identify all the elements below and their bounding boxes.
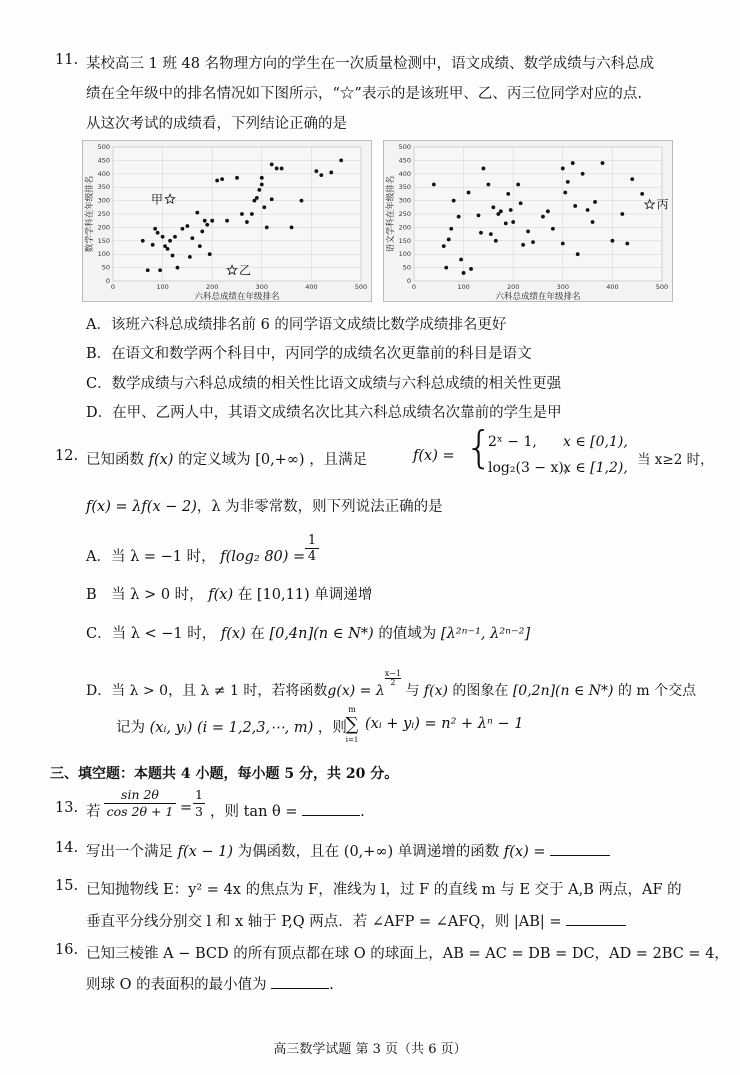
q12-opt-c-interval: [0,4n](n ∈ N*) — [269, 626, 374, 642]
data-point — [215, 179, 219, 183]
q14-math-c: f(x) = — [503, 844, 546, 860]
data-point — [591, 220, 595, 224]
q12-opt-d-interval: [0,2n](n ∈ N*) — [512, 683, 614, 699]
q13-numerator: sin 2θ — [104, 787, 176, 804]
q15-number: 15. — [55, 878, 79, 894]
data-point — [275, 167, 279, 171]
y-tick-label: 0 — [105, 277, 110, 285]
data-point — [270, 197, 274, 201]
data-point — [499, 209, 503, 213]
q16-line2-wrap — [86, 973, 334, 994]
q12-intro-b: 的定义域为 — [178, 452, 251, 468]
data-point — [576, 252, 580, 256]
data-point — [181, 227, 185, 231]
q13-post — [210, 800, 365, 821]
q13-answer-blank[interactable] — [302, 801, 360, 816]
q16-number: 16. — [55, 942, 79, 958]
data-point — [255, 196, 259, 200]
data-point — [519, 201, 523, 205]
q12-case1-cond: x ∈ [0,1), — [563, 434, 628, 450]
data-point — [546, 209, 550, 213]
data-point — [198, 244, 202, 248]
data-point — [625, 242, 629, 246]
page-footer: 高三数学试题 第 3 页（共 6 页） — [273, 1042, 467, 1057]
data-point — [186, 224, 190, 228]
y-tick-label: 450 — [398, 156, 411, 165]
q12-opt-c-text: C．当 λ < −1 时， — [86, 626, 217, 642]
q16-line1: 已知三棱锥 A − BCD 的所有顶点都在球 O 的球面上，AB = AC = DB = DC，AD = 2BC = 4， — [86, 946, 729, 962]
data-point — [210, 219, 214, 223]
x-tick-label: 300 — [255, 283, 269, 291]
y-tick-label: 250 — [398, 210, 411, 218]
q11-option-d: D．在甲、乙两人中，其语文成绩名次比其六科总成绩名次靠前的学生是甲 — [86, 405, 562, 421]
q12-opt-d-g: g(x) = λ — [327, 683, 385, 699]
x-tick-label: 400 — [305, 283, 318, 291]
y-tick-label: 150 — [97, 236, 110, 245]
sigma-icon: ∑ — [345, 714, 359, 735]
x-tick-label: 500 — [354, 283, 368, 291]
data-point — [203, 219, 207, 223]
data-point — [611, 239, 615, 243]
y-tick-label: 100 — [398, 250, 411, 259]
data-point — [166, 247, 170, 251]
q12-opt-a-fraction — [305, 533, 319, 564]
data-point — [491, 205, 495, 209]
q16-line2: 则球 O 的表面积的最小值为 — [86, 977, 267, 993]
q12-opt-c-math: f(x) — [220, 626, 246, 642]
data-point — [153, 227, 157, 231]
y-tick-label: 400 — [398, 169, 411, 178]
q12-opt-a-math: f(log₂ 80) = — [220, 549, 306, 565]
data-point — [469, 267, 473, 271]
x-tick-label: 200 — [506, 283, 520, 291]
x-tick-label: 200 — [205, 283, 219, 291]
y-tick-label: 350 — [398, 183, 411, 192]
data-point — [620, 212, 624, 216]
q12-fx: f(x) — [148, 452, 174, 468]
q12-opt-d-line2a: 记为 — [116, 720, 145, 736]
q12-sum-bot: i=1 — [345, 736, 359, 744]
q16-end: . — [329, 977, 334, 993]
data-point — [511, 220, 515, 224]
chinese-rank-scatter-chart — [383, 140, 673, 302]
q12-fx-eq: f(x) = — [413, 448, 455, 464]
q13-lhs-fraction — [104, 787, 176, 820]
data-point — [270, 163, 274, 167]
x-tick-label: 100 — [156, 283, 169, 291]
data-point — [551, 227, 555, 231]
data-point — [563, 191, 567, 195]
x-tick-label: 0 — [110, 283, 116, 291]
data-point — [262, 205, 266, 209]
q12-opt-a-den: 4 — [307, 549, 317, 564]
data-point — [630, 177, 634, 181]
y-tick-label: 250 — [97, 210, 110, 218]
y-tick-label: 0 — [406, 277, 411, 285]
x-tick-label: 0 — [411, 283, 417, 291]
y-tick-label: 350 — [97, 183, 110, 192]
q12-option-d-line2 — [116, 716, 347, 737]
y-tick-label: 500 — [398, 143, 411, 151]
y-tick-label: 150 — [398, 236, 411, 245]
data-point — [161, 235, 165, 239]
data-point — [319, 173, 323, 177]
data-point — [479, 231, 483, 235]
chinese-rank-scatter-svg — [384, 141, 672, 301]
data-point — [314, 169, 318, 173]
data-point — [506, 192, 510, 196]
q14-text-a: 写出一个满足 — [86, 844, 173, 860]
data-point — [168, 239, 172, 243]
data-point — [487, 183, 491, 187]
q11-line2: 绩在全年级中的排名情况如下图所示，“☆”表示的是该班甲、乙、丙三位同学对应的点. — [86, 86, 642, 102]
q12-opt-d-text2: 与 — [405, 683, 420, 699]
data-point — [146, 268, 150, 272]
data-point — [449, 227, 453, 231]
q12-opt-b-text2: 在 — [237, 587, 253, 603]
q13-end: . — [360, 804, 365, 820]
x-axis-label: 六科总成绩在年级排名 — [194, 292, 280, 301]
data-point — [561, 167, 565, 171]
data-point — [516, 183, 520, 187]
data-point — [339, 159, 343, 163]
y-axis-label: 数学学科在年级排名 — [85, 175, 95, 253]
data-point — [573, 204, 577, 208]
q12-opt-d-text: D．当 λ > 0，且 λ ≠ 1 时，若将函数 — [86, 683, 328, 699]
q14-answer-blank[interactable] — [550, 841, 610, 856]
q12-opt-d-line2b: ，则 — [317, 720, 347, 736]
q11-line3: 从这次考试的成绩看，下列结论正确的是 — [86, 116, 347, 132]
q14-math-a: f(x − 1) — [177, 844, 234, 860]
q12-opt-c-text3: 的值域为 — [378, 626, 437, 642]
q13-rhs-num: 1 — [193, 787, 205, 804]
data-point — [245, 220, 249, 224]
data-point — [566, 180, 570, 184]
data-point — [459, 258, 463, 262]
y-tick-label: 50 — [101, 263, 110, 272]
q13-pre: 若 — [86, 804, 101, 820]
data-point — [176, 266, 180, 270]
q15-line2: 垂直平分线分别交 l 和 x 轴于 P,Q 两点．若 ∠AFP = ∠AFQ，则 |AB| = — [86, 914, 562, 930]
q12-opt-d-exponent — [385, 670, 401, 687]
q12-intro-a: 已知函数 — [86, 452, 144, 468]
q12-sum-top: m — [348, 705, 356, 714]
data-point — [158, 268, 162, 272]
data-point — [240, 212, 244, 216]
data-point — [504, 221, 508, 225]
q12-intro-c: ，且满足 — [309, 452, 368, 468]
x-tick-label: 300 — [556, 283, 570, 291]
star-label: 甲 — [151, 192, 164, 207]
q12-sum-expr: (xᵢ + yᵢ) = n² + λⁿ − 1 — [365, 716, 524, 732]
q13-rhs-fraction — [193, 787, 205, 820]
q12-opt-d-exp-num: x−1 — [384, 669, 402, 678]
q12-option-b — [86, 583, 372, 604]
data-point — [477, 213, 481, 217]
q12-opt-c-range: [λ²ⁿ⁻¹, λ²ⁿ⁻²] — [440, 626, 531, 642]
data-point — [593, 200, 597, 204]
math-rank-scatter-svg — [83, 141, 371, 301]
data-point — [601, 161, 605, 165]
q14-math-b: (0,+∞) — [343, 844, 394, 860]
q12-opt-a-num: 1 — [305, 533, 319, 549]
q15-line2-wrap — [86, 910, 626, 931]
data-point — [447, 238, 451, 242]
y-axis-label: 语文学科在年级排名 — [386, 175, 396, 253]
star-label: 丙 — [656, 197, 669, 212]
data-point — [151, 243, 155, 247]
q12-opt-d-text4: 的 m 个交点 — [617, 683, 697, 699]
data-point — [571, 161, 575, 165]
q14-text-c: 单调递增的函数 — [397, 844, 500, 860]
data-point — [531, 240, 535, 244]
q12-number: 12. — [55, 448, 79, 464]
data-point — [432, 183, 436, 187]
q12-opt-b-text: B 当 λ > 0 时， — [86, 587, 204, 603]
q12-line2-text: ，λ 为非零常数，则下列说法正确的是 — [196, 499, 443, 515]
q11-option-b: B．在语文和数学两个科目中，丙同学的成绩名次更靠前的科目是语文 — [86, 346, 532, 362]
q16-answer-blank[interactable] — [271, 974, 329, 989]
q11-number: 11. — [55, 52, 79, 68]
data-point — [171, 254, 175, 258]
data-point — [462, 271, 466, 275]
q12-opt-b-text3: 单调递增 — [314, 587, 373, 603]
q12-recurrence: f(x) = λf(x − 2) — [86, 499, 197, 515]
data-point — [561, 242, 565, 246]
y-tick-label: 500 — [97, 143, 110, 151]
q15-line1: 已知抛物线 E：y² = 4x 的焦点为 F，准线为 l，过 F 的直线 m 与 E 交于 A,B 两点，AF 的 — [86, 882, 682, 898]
y-tick-label: 200 — [398, 223, 411, 232]
q12-opt-d-exp-den: 2 — [390, 678, 396, 687]
data-point — [188, 255, 192, 259]
q14-number: 14. — [55, 840, 79, 856]
data-point — [195, 211, 199, 215]
q13-post-text: ，则 tan θ = — [210, 804, 298, 820]
data-point — [509, 208, 513, 212]
q12-case1-expr: 2ˣ − 1, — [488, 434, 537, 450]
data-point — [220, 177, 224, 181]
data-point — [290, 226, 294, 230]
data-point — [208, 252, 212, 256]
q12-case2-expr: log₂(3 − x), — [488, 460, 569, 476]
data-point — [581, 172, 585, 176]
x-tick-label: 500 — [655, 283, 669, 291]
star-label: 乙 — [239, 263, 252, 278]
q13-denominator: cos 2θ + 1 — [106, 804, 174, 819]
y-tick-label: 50 — [402, 263, 411, 272]
q12-opt-d-points: (xᵢ, yᵢ) (i = 1,2,3,⋯, m) — [149, 720, 314, 736]
q12-opt-b-interval: [10,11) — [256, 587, 310, 603]
q12-option-c — [86, 622, 530, 643]
data-point — [494, 239, 498, 243]
q12-option-d — [86, 670, 696, 700]
data-point — [586, 208, 590, 212]
q11-option-c: C．数学成绩与六科总成绩的相关性比语文成绩与六科总成绩的相关性更强 — [86, 376, 562, 392]
q14-text-b: 为偶函数，且在 — [237, 844, 340, 860]
data-point — [280, 167, 284, 171]
x-tick-label: 100 — [457, 283, 470, 291]
q11-option-a: A．该班六科总成绩排名前 6 的同学语文成绩比数学成绩排名更好 — [86, 317, 507, 333]
q12-intro-d: 当 x≥2 时， — [637, 452, 714, 468]
data-point — [329, 171, 333, 175]
data-point — [444, 266, 448, 270]
data-point — [141, 239, 145, 243]
q11-line1: 某校高三 1 班 48 名物理方向的学生在一次质量检测中，语文成绩、数学成绩与六科总成 — [86, 56, 655, 72]
section-3-heading: 三、填空题：本题共 4 小题，每小题 5 分，共 20 分。 — [50, 766, 399, 782]
q12-sum-symbol — [343, 704, 361, 746]
data-point — [640, 192, 644, 196]
y-tick-label: 300 — [398, 196, 411, 205]
data-point — [300, 199, 304, 203]
math-rank-scatter-chart — [82, 140, 372, 302]
data-point — [526, 230, 530, 234]
data-point — [190, 236, 194, 240]
data-point — [442, 244, 446, 248]
data-point — [173, 235, 177, 239]
data-point — [257, 188, 261, 192]
y-tick-label: 200 — [97, 223, 110, 232]
y-tick-label: 400 — [97, 169, 110, 178]
x-tick-label: 400 — [606, 283, 619, 291]
data-point — [205, 223, 209, 227]
data-point — [467, 191, 471, 195]
q15-answer-blank[interactable] — [566, 911, 626, 926]
data-point — [235, 176, 239, 180]
q14-line — [86, 840, 610, 861]
y-tick-label: 100 — [97, 250, 110, 259]
q12-opt-b-math: f(x) — [208, 587, 234, 603]
data-point — [225, 219, 229, 223]
data-point — [200, 230, 204, 234]
data-point — [457, 215, 461, 219]
data-point — [541, 215, 545, 219]
q12-intro — [86, 448, 367, 469]
piecewise-brace: { — [465, 422, 493, 473]
data-point — [250, 212, 254, 216]
q12-opt-c-text2: 在 — [250, 626, 265, 642]
q13-rhs-den: 3 — [195, 804, 203, 819]
data-point — [156, 231, 160, 235]
q12-opt-a-text: A．当 λ = −1 时， — [86, 549, 216, 565]
q12-case2-cond: x ∈ [1,2), — [563, 460, 628, 476]
q12-opt-d-text3: 的图象在 — [452, 683, 509, 699]
data-point — [260, 176, 264, 180]
y-tick-label: 300 — [97, 196, 110, 205]
q13-number: 13. — [55, 800, 79, 816]
q12-option-a — [86, 545, 305, 566]
data-point — [265, 226, 269, 230]
q12-opt-d-fx: f(x) — [423, 683, 448, 699]
x-axis-label: 六科总成绩在年级排名 — [495, 292, 581, 301]
q13-eq: = — [180, 800, 193, 816]
data-point — [489, 232, 493, 236]
data-point — [452, 199, 456, 203]
q12-domain: [0,+∞) — [255, 452, 305, 468]
data-point — [521, 243, 525, 247]
data-point — [482, 167, 486, 171]
q12-line2 — [86, 495, 443, 516]
y-tick-label: 450 — [97, 156, 110, 165]
data-point — [260, 183, 264, 187]
